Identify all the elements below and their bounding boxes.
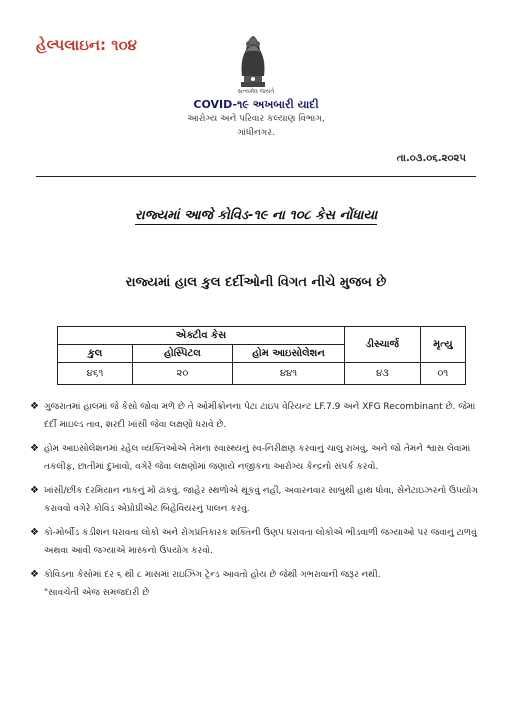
diamond-bullet-icon: ❖ <box>30 401 39 412</box>
list-item-text: હોમ આઇસોલેશનમાં રહેલ વ્યક્તિઓએ તેમના સ્વાસ્થ્યનું સ્વ-નિરીક્ષણ કરવાનું ચાલુ રાખવું, અને જો તેમને શ્વાસ લેવામાં તકલીફ, છાતીમાં દુખાવો, વગેરે જેવા લક્ષણોમાં જણાયે નજીકના આરોગ્ય કેન્દ્રનો સંપર્ક કરવો. <box>44 444 471 472</box>
list-item <box>30 482 486 518</box>
advisory-list <box>30 398 486 608</box>
release-title: COVID-૧૯ અખબારી યાદી <box>193 98 319 111</box>
diamond-bullet-icon: ❖ <box>30 569 39 580</box>
death-value: ૦૧ <box>420 363 465 385</box>
divider-top <box>36 176 476 177</box>
home-isolation-value: ૪૪૧ <box>233 363 345 385</box>
covid-stats-table <box>57 326 466 385</box>
closing-note: "સાવચેતી એજ સમજદારી છે <box>44 588 150 598</box>
release-date: તા.૦૩.૦૬.૨૦૨૫ <box>396 153 466 164</box>
list-item-text: ગુજરાતમાં હાલમાં જે કેસો જોવા મળે છે તે ઓમીક્રોનના પેટા ટાઇપ વેરિયન્ટ LF.7.9 અને XFG Recombinant છે. જેમાં દર્દી માઇલ્ડ તાવ, શરદી ખાંસી જેવા લક્ષણો ધરાવે છે. <box>44 402 476 430</box>
list-item <box>30 440 486 476</box>
active-cases-header: એક્ટીવ કેસ <box>58 327 345 345</box>
hospital-value: ૨૦ <box>133 363 233 385</box>
list-item-text: ખાંસી/છીંક દરમિયાન નાકનું મોં ઢાંકવું. જાહેર સ્થળોએ થૂંકવું નહીં, અવારનવાર સાબુથી હાથ ધોવા, સેનેટાઇઝરનો ઉપયોગ કરાવવો વગેરે કોવિડ એપ્રોપ્રીએટ બિહેવિયરનું પાલન કરવું. <box>44 486 478 514</box>
press-release-header <box>0 98 512 140</box>
main-headline <box>0 208 512 223</box>
list-item-text: કોવિડના કેસોમાં દર ૬ થી ૮ માસમાં રાઇઝિંગ ટ્રેન્ડ આવતો હોય છે જેથી ગભરાવાની જરૂર નથી. <box>44 570 381 580</box>
hospital-header: હોસ્પિટલ <box>133 345 233 363</box>
home-isolation-header: હોમ આઇસોલેશન <box>233 345 345 363</box>
table-header-row <box>58 327 466 345</box>
main-headline-text: રાજ્યમાં આજે કોવિડ-૧૯ ના ૧૦૮ કેસ નોંધાયા <box>134 208 378 223</box>
list-item <box>30 398 486 434</box>
diamond-bullet-icon: ❖ <box>30 527 39 538</box>
death-header: મૃત્યુ <box>420 327 465 363</box>
table-row <box>58 363 466 385</box>
national-emblem-icon <box>232 30 274 90</box>
emblem-motto: સત્યમેવ જયતે <box>237 88 275 95</box>
diamond-bullet-icon: ❖ <box>30 485 39 496</box>
list-item <box>30 524 486 560</box>
sub-headline: રાજ્યમાં હાલ કુલ દર્દીઓની વિગત નીચે મુજબ છે <box>125 275 387 290</box>
list-item <box>30 566 486 602</box>
diamond-bullet-icon: ❖ <box>30 443 39 454</box>
department-name: આરોગ્ય અને પરિવાર કલ્યાણ વિભાગ, <box>187 114 325 124</box>
discharge-value: ૪૩ <box>345 363 421 385</box>
total-value: ૪૬૧ <box>58 363 133 385</box>
list-item-text: કો-મોર્બીડ કંડીશન ધરાવતા લોકો અને રોગપ્રતિકારક શક્તિની ઉણપ ધરાવતા લોકોએ ભીડવાળી જગ્યાઓ પર જવાનું ટાળવું અથવા આવી જગ્યાએ માસ્કનો ઉપયોગ કરવો. <box>44 528 477 556</box>
city-name: ગાંધીનગર. <box>237 128 275 138</box>
helpline-number: હેલ્પલાઇન: ૧૦૪ <box>36 36 137 54</box>
total-header: કુલ <box>58 345 133 363</box>
discharge-header: ડીસ્ચાર્જ <box>345 327 421 363</box>
